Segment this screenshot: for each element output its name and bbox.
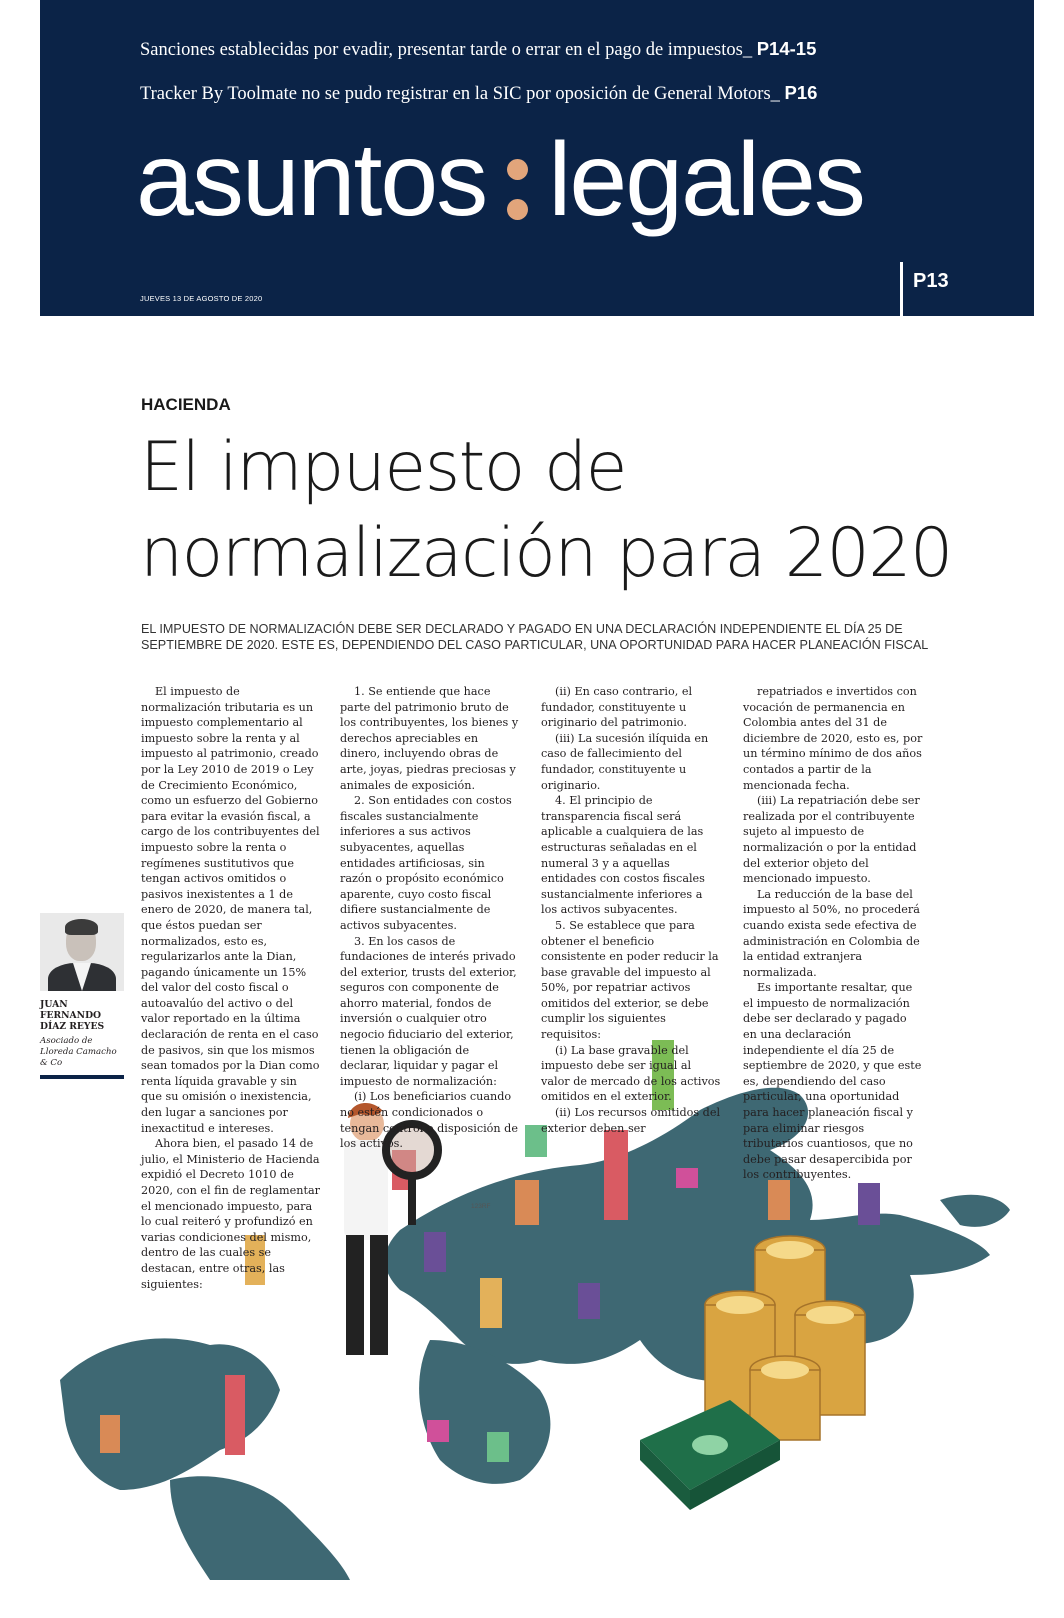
paragraph: (i) Los beneficiarios cuando no estén condicionados o tengan control o disposición de los activos. (340, 1090, 518, 1151)
article-column-4 (743, 684, 923, 1183)
paragraph: Es importante resaltar, que el impuesto de normalización debe ser declarado y pagado en una declaración independiente el día 25 de septiembre de 2020, y que este es, dependiendo del caso particular, una oportunidad para hacer planeación fiscal y para eliminar riesgos tributarios cuantiosos, que no debe pasar desapercibida por los contribuyentes. (743, 981, 922, 1182)
photo-credit: 123RF (471, 1203, 491, 1210)
headline (140, 425, 970, 597)
paragraph: 1. Se entiende que hace parte del patrimonio bruto de los contribuyentes, los bienes y derechos apreciables en dinero, incluyendo obras de arte, joyas, piedras preciosas y animales de exposición. (340, 685, 519, 792)
teaser-page: P16 (784, 82, 818, 103)
author-photo (40, 913, 124, 991)
author-role: Asociado de Lloreda Camacho & Co (40, 1036, 117, 1068)
teaser-sanciones[interactable] (140, 38, 816, 61)
headline-line-1: El impuesto de (140, 428, 627, 507)
map-americas-north (60, 1338, 280, 1490)
paragraph: 4. El principio de transparencia fiscal será aplicable a cualquiera de las estructuras señaladas en el numeral 3 y a aquellas entidades con costos fiscales sustancialmente inferiores a los activos subyacentes. (541, 794, 705, 917)
page-number: P13 (900, 262, 994, 316)
paragraph: repatriados e invertidos con vocación de permanencia en Colombia antes del 31 de diciembre de 2020, esto es, por un término mínimo de dos años contados a partir de la mencionada fecha. (743, 685, 923, 792)
teaser-text: Tracker By Toolmate no se pudo registrar en la SIC por oposición de General Motors_ (140, 84, 780, 104)
paragraph: (ii) En caso contrario, el fundador, constituyente u originario del patrimonio. (541, 685, 693, 730)
paragraph: La reducción de la base del impuesto al 50%, no procederá cuando exista sede efectiva de administración en Colombia de la entidad extranjera normalizada. (743, 887, 920, 979)
teaser-page: P14-15 (756, 38, 817, 59)
article-column-2 (340, 684, 520, 1152)
logo-word-left: asuntos (136, 122, 487, 238)
logo-colon-icon (494, 141, 540, 221)
teaser-text: Sanciones establecidas por evadir, presentar tarde o errar en el pago de impuestos_ (140, 40, 753, 60)
article-column-3 (541, 684, 721, 1136)
logo-word-right: legales (548, 122, 864, 238)
map-island (940, 1195, 1010, 1227)
paragraph: Ahora bien, el pasado 14 de julio, el Ministerio de Hacienda expidió el Decreto 1010 de 2020, con el fin de reglamentar el mencionado impuesto, para lo cual reiteró y profundizó en varias condiciones del mismo, dentro de las cuales se destacan, entre otras, las siguientes: (141, 1137, 320, 1291)
section-kicker: HACIENDA (141, 395, 231, 414)
article-column-1 (141, 684, 321, 1304)
paragraph: (iii) La sucesión ilíquida en caso de fallecimiento del fundador, constituyente u originario. (541, 731, 709, 792)
teaser-tracker[interactable] (140, 82, 817, 105)
paragraph: (iii) La repatriación debe ser realizada por el contribuyente sujeto al impuesto de normalización o por la entidad del exterior objeto del mencionado impuesto. (743, 794, 920, 886)
map-americas-south (170, 1476, 350, 1580)
issue-date: JUEVES 13 DE AGOSTO DE 2020 (140, 294, 263, 303)
paragraph: 5. Se establece que para obtener el beneficio consistente en poder reducir la base gravable del impuesto al 50%, por repatriar activos omitidos del exterior, se debe cumplir los siguientes requisitos: (541, 918, 719, 1042)
headline-line-2: normalización para 2020 (140, 514, 952, 593)
paragraph: 3. En los casos de fundaciones de interés privado del exterior, trusts del exterior, seguros con componente de ahorro material, fondos de inversión o cualquier otro negocio fiduciario del exterior, tienen la obligación de declarar, liquidar y pagar el impuesto de normalización: (340, 934, 517, 1088)
paragraph: (ii) Los recursos omitidos del exterior deben ser (541, 1106, 721, 1135)
paragraph: El impuesto de normalización tributaria es un impuesto complementario al impuesto sobre la renta y al impuesto al patrimonio, creado por la Ley 2010 de 2019 o Ley de Crecimiento Económico, como un esfuerzo del Gobierno para evitar la evasión fiscal, a cargo de los contribuyentes del impuesto sobre la renta o regímenes sustitutivos que tengan activos omitidos o pasivos inexistentes a 1 de enero de 2020, de manera tal, que éstos puedan ser normalizados, esto es, regularizarlos ante la Dian, pagando únicamente un 15% del valor del costo fiscal o autoavalúo del activo o del valor reportado en la última declaración de renta en el caso de pasivos, sin que los mismos sean tomados por la Dian como renta líquida gravable y sin que su omisión o inexistencia, den lugar a sanciones por inexactitud e intereses. (141, 685, 320, 1135)
deck: EL IMPUESTO DE NORMALIZACIÓN DEBE SER DECLARADO Y PAGADO EN UNA DECLARACIÓN INDEPENDIENTE EL DÍA 25 DE SEPTIEMBRE DE 2020. ESTE ES, DEPENDIENDO DEL CASO PARTICULAR, UNA OPORTUNIDAD PARA HACER PLANEACIÓN FISCAL (141, 622, 929, 652)
paragraph: (i) La base gravable del impuesto debe ser igual al valor de mercado de los activos omitidos en el exterior. (541, 1043, 721, 1104)
author-name: JUAN FERNANDO DÍAZ REYES (40, 999, 105, 1032)
section-logo (136, 122, 864, 238)
paragraph: 2. Son entidades con costos fiscales sustancialmente inferiores a sus activos subyacentes, aquellas entidades artificiosas, sin razón o propósito económico aparente, cuyo costo fiscal difiere sustancialmente de activos subyacentes. (340, 794, 512, 932)
